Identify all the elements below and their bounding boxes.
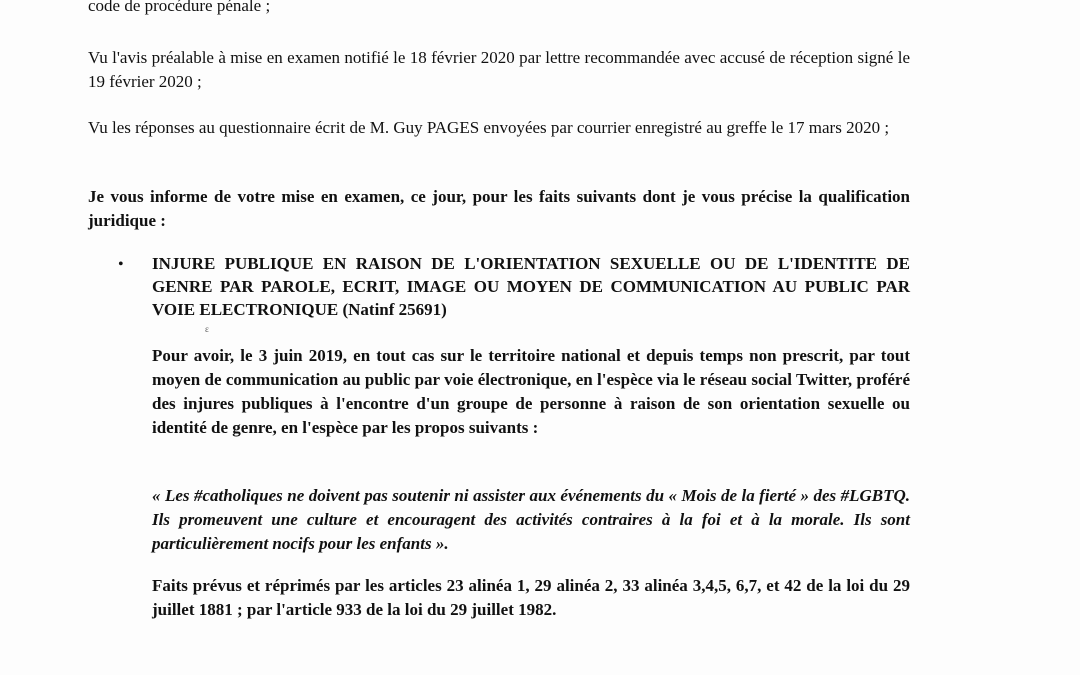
avis-paragraph — [88, 46, 910, 94]
procedure-line: code de procédure pénale ; — [88, 0, 271, 15]
bullet-marker: • — [118, 256, 124, 273]
quoted-statement: « Les #catholiques ne doivent pas soutenir ni assister aux événements du « Mois de la fierté » des #LGBTQ. Ils promeuvent une culture et encouragent des activités contraires à la foi et à la morale. Ils sont particulièrement nocifs pour les enfants ». — [152, 486, 910, 553]
legal-articles: Faits prévus et réprimés par les articles 23 alinéa 1, 29 alinéa 2, 33 alinéa 3,4,5, 6,7, et 42 de la loi du 29 juillet 1881 ; par l'article 933 de la loi du 29 juillet 1982. — [152, 576, 910, 619]
avis-text: Vu l'avis préalable à mise en examen notifié le 18 février 2020 par lettre recommandée avec accusé de réception signé le 19 février 2020 ; — [88, 48, 910, 91]
reponses-paragraph — [88, 116, 910, 140]
charge-description: Pour avoir, le 3 juin 2019, en tout cas sur le territoire national et depuis temps non prescrit, par tout moyen de communication au public par voie électronique, en l'espèce via le réseau social Twitter, proféré des injures publiques à l'encontre d'un groupe de personne à raison de son orientation sexuelle ou identité de genre, en l'espèce par les propos suivants : — [152, 346, 910, 437]
charge-title: INJURE PUBLIQUE EN RAISON DE L'ORIENTATION SEXUELLE OU DE L'IDENTITE DE GENRE PAR PAROLE, ECRIT, IMAGE OU MOYEN DE COMMUNICATION AU PUBLIC PAR VOIE ELECTRONIQUE (Natinf 25691) — [152, 254, 910, 319]
scan-artifact-mark: ε — [205, 324, 209, 334]
reponses-text: Vu les réponses au questionnaire écrit de M. Guy PAGES envoyées par courrier enregistré au greffe le 17 mars 2020 ; — [88, 118, 890, 137]
information-paragraph — [88, 185, 910, 233]
information-text: Je vous informe de votre mise en examen, ce jour, pour les faits suivants dont je vous précise la qualification juridique : — [88, 187, 910, 230]
